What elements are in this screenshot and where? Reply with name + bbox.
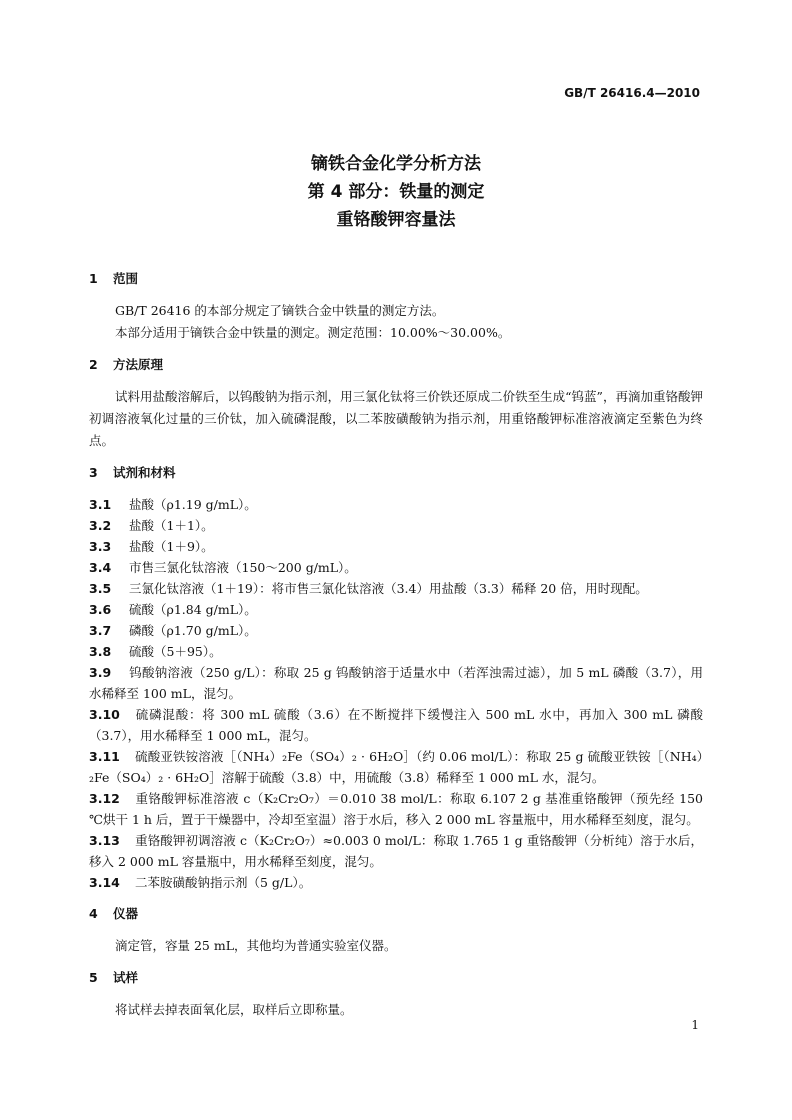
section-number: 5 — [89, 970, 98, 985]
list-item — [89, 641, 703, 662]
item-number: 3.2 — [89, 518, 112, 533]
paragraph: 滴定管，容量 25 mL，其他均为普通实验室仪器。 — [115, 938, 397, 953]
list-item — [89, 830, 703, 872]
section-heading-reagents — [89, 464, 703, 482]
section-title: 仪器 — [113, 906, 139, 921]
item-text: 磷酸（ρ1.70 g/mL）。 — [129, 623, 257, 638]
section-heading-apparatus — [89, 905, 703, 923]
item-text: 盐酸（1＋9）。 — [129, 539, 214, 554]
item-text: 硫酸亚铁铵溶液［（NH₄）₂Fe（SO₄）₂ · 6H₂O］（约 0.06 mol/L）：称取 25 g 硫酸亚铁铵［（NH₄）₂Fe（SO₄）₂ · 6H₂O］溶解于硫酸（3.8）中，用硫酸（3.8）稀释至 1 000 mL 水，混匀。 — [89, 749, 703, 785]
title-line-3: 重铬酸钾容量法 — [336, 210, 456, 230]
item-number: 3.12 — [89, 791, 120, 806]
item-text: 盐酸（1＋1）。 — [129, 518, 214, 533]
document-body — [89, 270, 703, 1021]
list-item — [89, 704, 703, 746]
item-text: 三氯化钛溶液（1＋19）：将市售三氯化钛溶液（3.4）用盐酸（3.3）稀释 20 倍，用时现配。 — [129, 581, 648, 596]
item-text: 硫酸（ρ1.84 g/mL）。 — [129, 602, 257, 617]
standard-code: GB/T 26416.4—2010 — [564, 86, 700, 100]
item-number: 3.13 — [89, 833, 120, 848]
item-number: 3.8 — [89, 644, 112, 659]
item-number: 3.1 — [89, 497, 112, 512]
list-item — [89, 557, 703, 578]
item-number: 3.9 — [89, 665, 112, 680]
page-number: 1 — [691, 1018, 699, 1032]
list-item — [89, 515, 703, 536]
section-title: 试样 — [113, 970, 139, 985]
item-text: 硫酸（5＋95）。 — [129, 644, 222, 659]
item-text: 市售三氯化钛溶液（150～200 g/mL）。 — [129, 560, 357, 575]
list-item — [89, 872, 703, 893]
item-text: 重铬酸钾初调溶液 c（K₂Cr₂O₇）≈0.003 0 mol/L：称取 1.765 1 g 重铬酸钾（分析纯）溶于水后，移入 2 000 mL 容量瓶中，用水稀释至刻度，混匀。 — [89, 833, 703, 869]
list-item — [89, 788, 703, 830]
list-item — [89, 599, 703, 620]
item-number: 3.7 — [89, 623, 112, 638]
paragraph: 本部分适用于镝铁合金中铁量的测定。测定范围：10.00%～30.00%。 — [115, 325, 511, 340]
section-heading-principle — [89, 356, 703, 374]
paragraph: 试料用盐酸溶解后，以钨酸钠为指示剂，用三氯化钛将三价铁还原成二价铁至生成“钨蓝”，再滴加重铬酸钾初调溶液氧化过量的三价钛，加入硫磷混酸，以二苯胺磺酸钠为指示剂，用重铬酸钾标准溶液滴定至紫色为终点。 — [89, 389, 703, 448]
section-title: 方法原理 — [113, 357, 164, 372]
section-heading-scope — [89, 270, 703, 288]
section-number: 3 — [89, 465, 98, 480]
item-number: 3.10 — [89, 707, 120, 722]
title-line-2: 第 4 部分：铁量的测定 — [307, 182, 485, 202]
item-number: 3.5 — [89, 581, 112, 596]
list-item — [89, 536, 703, 557]
item-text: 钨酸钠溶液（250 g/L）：称取 25 g 钨酸钠溶于适量水中（若浑浊需过滤），加 5 mL 磷酸（3.7），用水稀释至 100 mL，混匀。 — [89, 665, 703, 701]
section-number: 1 — [89, 271, 98, 286]
title-line-1: 镝铁合金化学分析方法 — [311, 154, 481, 174]
list-item — [89, 578, 703, 599]
section-title: 范围 — [113, 271, 139, 286]
section-heading-sample — [89, 969, 703, 987]
item-text: 二苯胺磺酸钠指示剂（5 g/L）。 — [135, 875, 312, 890]
list-item — [89, 620, 703, 641]
list-item — [89, 746, 703, 788]
item-text: 硫磷混酸：将 300 mL 硫酸（3.6）在不断搅拌下缓慢注入 500 mL 水中，再加入 300 mL 磷酸（3.7），用水稀释至 1 000 mL，混匀。 — [89, 707, 703, 743]
paragraph: GB/T 26416 的本部分规定了镝铁合金中铁量的测定方法。 — [115, 303, 445, 318]
item-number: 3.11 — [89, 749, 120, 764]
document-title — [0, 150, 792, 234]
list-item — [89, 662, 703, 704]
section-number: 4 — [89, 906, 98, 921]
section-number: 2 — [89, 357, 98, 372]
item-text: 重铬酸钾标准溶液 c（K₂Cr₂O₇）＝0.010 38 mol/L：称取 6.107 2 g 基准重铬酸钾（预先经 150 ℃烘干 1 h 后，置于干燥器中，冷却至室温）溶于水后，移入 2 000 mL 容量瓶中，用水稀释至刻度，混匀。 — [89, 791, 703, 827]
section-title: 试剂和材料 — [113, 465, 176, 480]
item-number: 3.3 — [89, 539, 112, 554]
item-text: 盐酸（ρ1.19 g/mL）。 — [129, 497, 257, 512]
item-number: 3.6 — [89, 602, 112, 617]
paragraph: 将试样去掉表面氧化层，取样后立即称量。 — [115, 1002, 353, 1017]
list-item — [89, 494, 703, 515]
item-number: 3.14 — [89, 875, 120, 890]
item-number: 3.4 — [89, 560, 112, 575]
